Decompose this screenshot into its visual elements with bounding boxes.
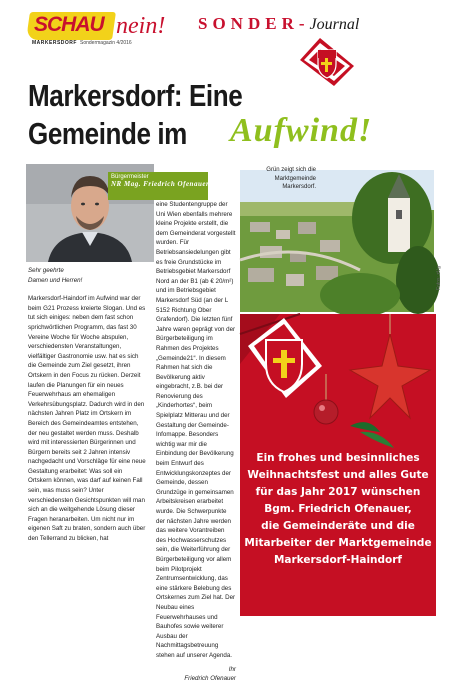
card-line: für das Jahr 2017 wünschen [255,486,421,498]
card-line: Markersdorf-Haindorf [273,554,403,566]
headline-line-2: Gemeinde im [28,116,187,151]
photo-caption: Grün zeigt sich die Marktgemeinde Markersdorf. [266,167,316,190]
signature-line-2: Friedrich Ofenauer [184,675,236,683]
greeting-line-1: Sehr geehrte [28,267,64,274]
column-2-body: eine Studentengruppe der Uni Wien ebenfalls mehrere kleine Projekte erstellt, die dem Gemeinderat vorgestellt wurden. Für Betriebsansiedelungen gibt es freie Grundstücke im Betriebsgebiet Markersdorf Nord an der B1 (ab € 20/m²) und im Betriebsgebiet Markersdorf Süd (an der L 5152 Richtung Ober Grafendorf). Die letzten fünf Jahre waren geprägt von der Bürgerbeteiligung im Rahmen des Projektes „Gemeinde21“. In diesem Rahmen hat sich die Bevölkerung aktiv eingebracht, z.B. bei der Renovierung des „Kinderhortes“, beim Spielplatz Mitterau und der Gestaltung der Gemeinde-Infomappe. Besonders wichtig war mir die Einbindung der Bevölkerung beim Entwurf des Entwicklungskonzeptes der Gemeinde, dessen Grundzüge in gemeinsamen Arbeitskreisen erarbeitet wurde. Die Schwerpunkte der nächsten Jahre werden das weitere Vorantreiben des Hochwasserschutzes sein, die Weiterführung der Bürgerbeteiligung vor allem beim Pilotprojekt Zentrumsentwicklung, das eine stärkere Belebung des Ortskernes zum Ziel hat. Der Neubau eines Feuerwehrhauses und Bauhofes sowie weiterer Ausbau der Nachmittagsbetreuung stehen auf unserer Agenda. [156,201,236,659]
article-column-1 [28,266,146,544]
photo-credit: Fotos: zVg [436,266,442,290]
headline-accent: Aufwind! [230,112,373,149]
card-line: Ein frohes und besinnliches [256,452,420,464]
logo-main-text: SCHAU [34,13,104,36]
card-message [240,450,436,569]
byline-name: NR Mag. Friedrich Ofenauer [111,180,210,188]
logo-edition: Sondermagazin 4/2016 [80,40,132,46]
logo-place: MARKERSDORF [32,40,77,46]
schaunein-logo [28,10,188,50]
column-1-body: Markersdorf-Haindorf im Aufwind war der beim G21 Prozess kreierte Slogan. Und es tut sich einiges: neben dem fast schon sprichwörtlichen Programm, das fast 30 Vereine Woche für Woche abspulen, verschiedensten Veranstaltungen, vielfältiger Gastronomie usw. hat es sich die Gemeinde zum Ziel gesetzt, ihren Ortskern in den Focus zu rücken. Derzeit laufen die Planungen für ein neues Feuerwehrhaus am ehemaligen Verkehrsübungsplatz. Dadurch wird in den nächsten Jahren Platz im Ortskern im Bereich des Gemeindeamtes entstehen, der neu gestaltet werden muss. Deshalb wird mit interessierten Bürgerinnen und Bürgern bereits seit 2 Jahren intensiv nachgedacht und Vorschläge für eine neue Gestaltung erarbeitet: Was soll ein Ortskern können, was darf auf keinen Fall sein, was muss sein? Unter verschiedensten Gesichtspunkten will man sich an die weitgehende Lösung dieser Fragen heranarbeiten. Um nicht nur im eigenen Saft zu braten, sondern auch über den Tellerrand zu blicken, hat [28,295,146,543]
star-ornament-icon [350,314,430,418]
christmas-decoration [240,314,436,454]
card-line: Bgm. Friedrich Ofenauer, [264,503,412,515]
signature [156,665,236,684]
bauble-ornament-icon [314,374,338,424]
signature-line-1: Ihr [228,665,236,673]
journal-part-a: SONDER- [198,14,310,33]
greeting [28,266,146,285]
headline-line-1: Markersdorf: Eine [28,78,243,113]
card-line: Mitarbeiter der Marktgemeinde [244,537,432,549]
coat-of-arms-icon [300,38,354,86]
card-line: Weihnachtsfest und alles Gute [247,469,429,481]
article-column-2 [156,200,236,684]
logo-accent-text: nein! [116,13,166,39]
journal-heading [198,14,359,34]
card-line: die Gemeinderäte und die [261,520,415,532]
journal-part-b: Journal [309,16,360,33]
byline-role: Bürgermeister [111,174,149,180]
byline-box [108,172,208,200]
greeting-line-2: Damen und Herren! [28,276,83,284]
christmas-greeting-card [240,314,436,616]
